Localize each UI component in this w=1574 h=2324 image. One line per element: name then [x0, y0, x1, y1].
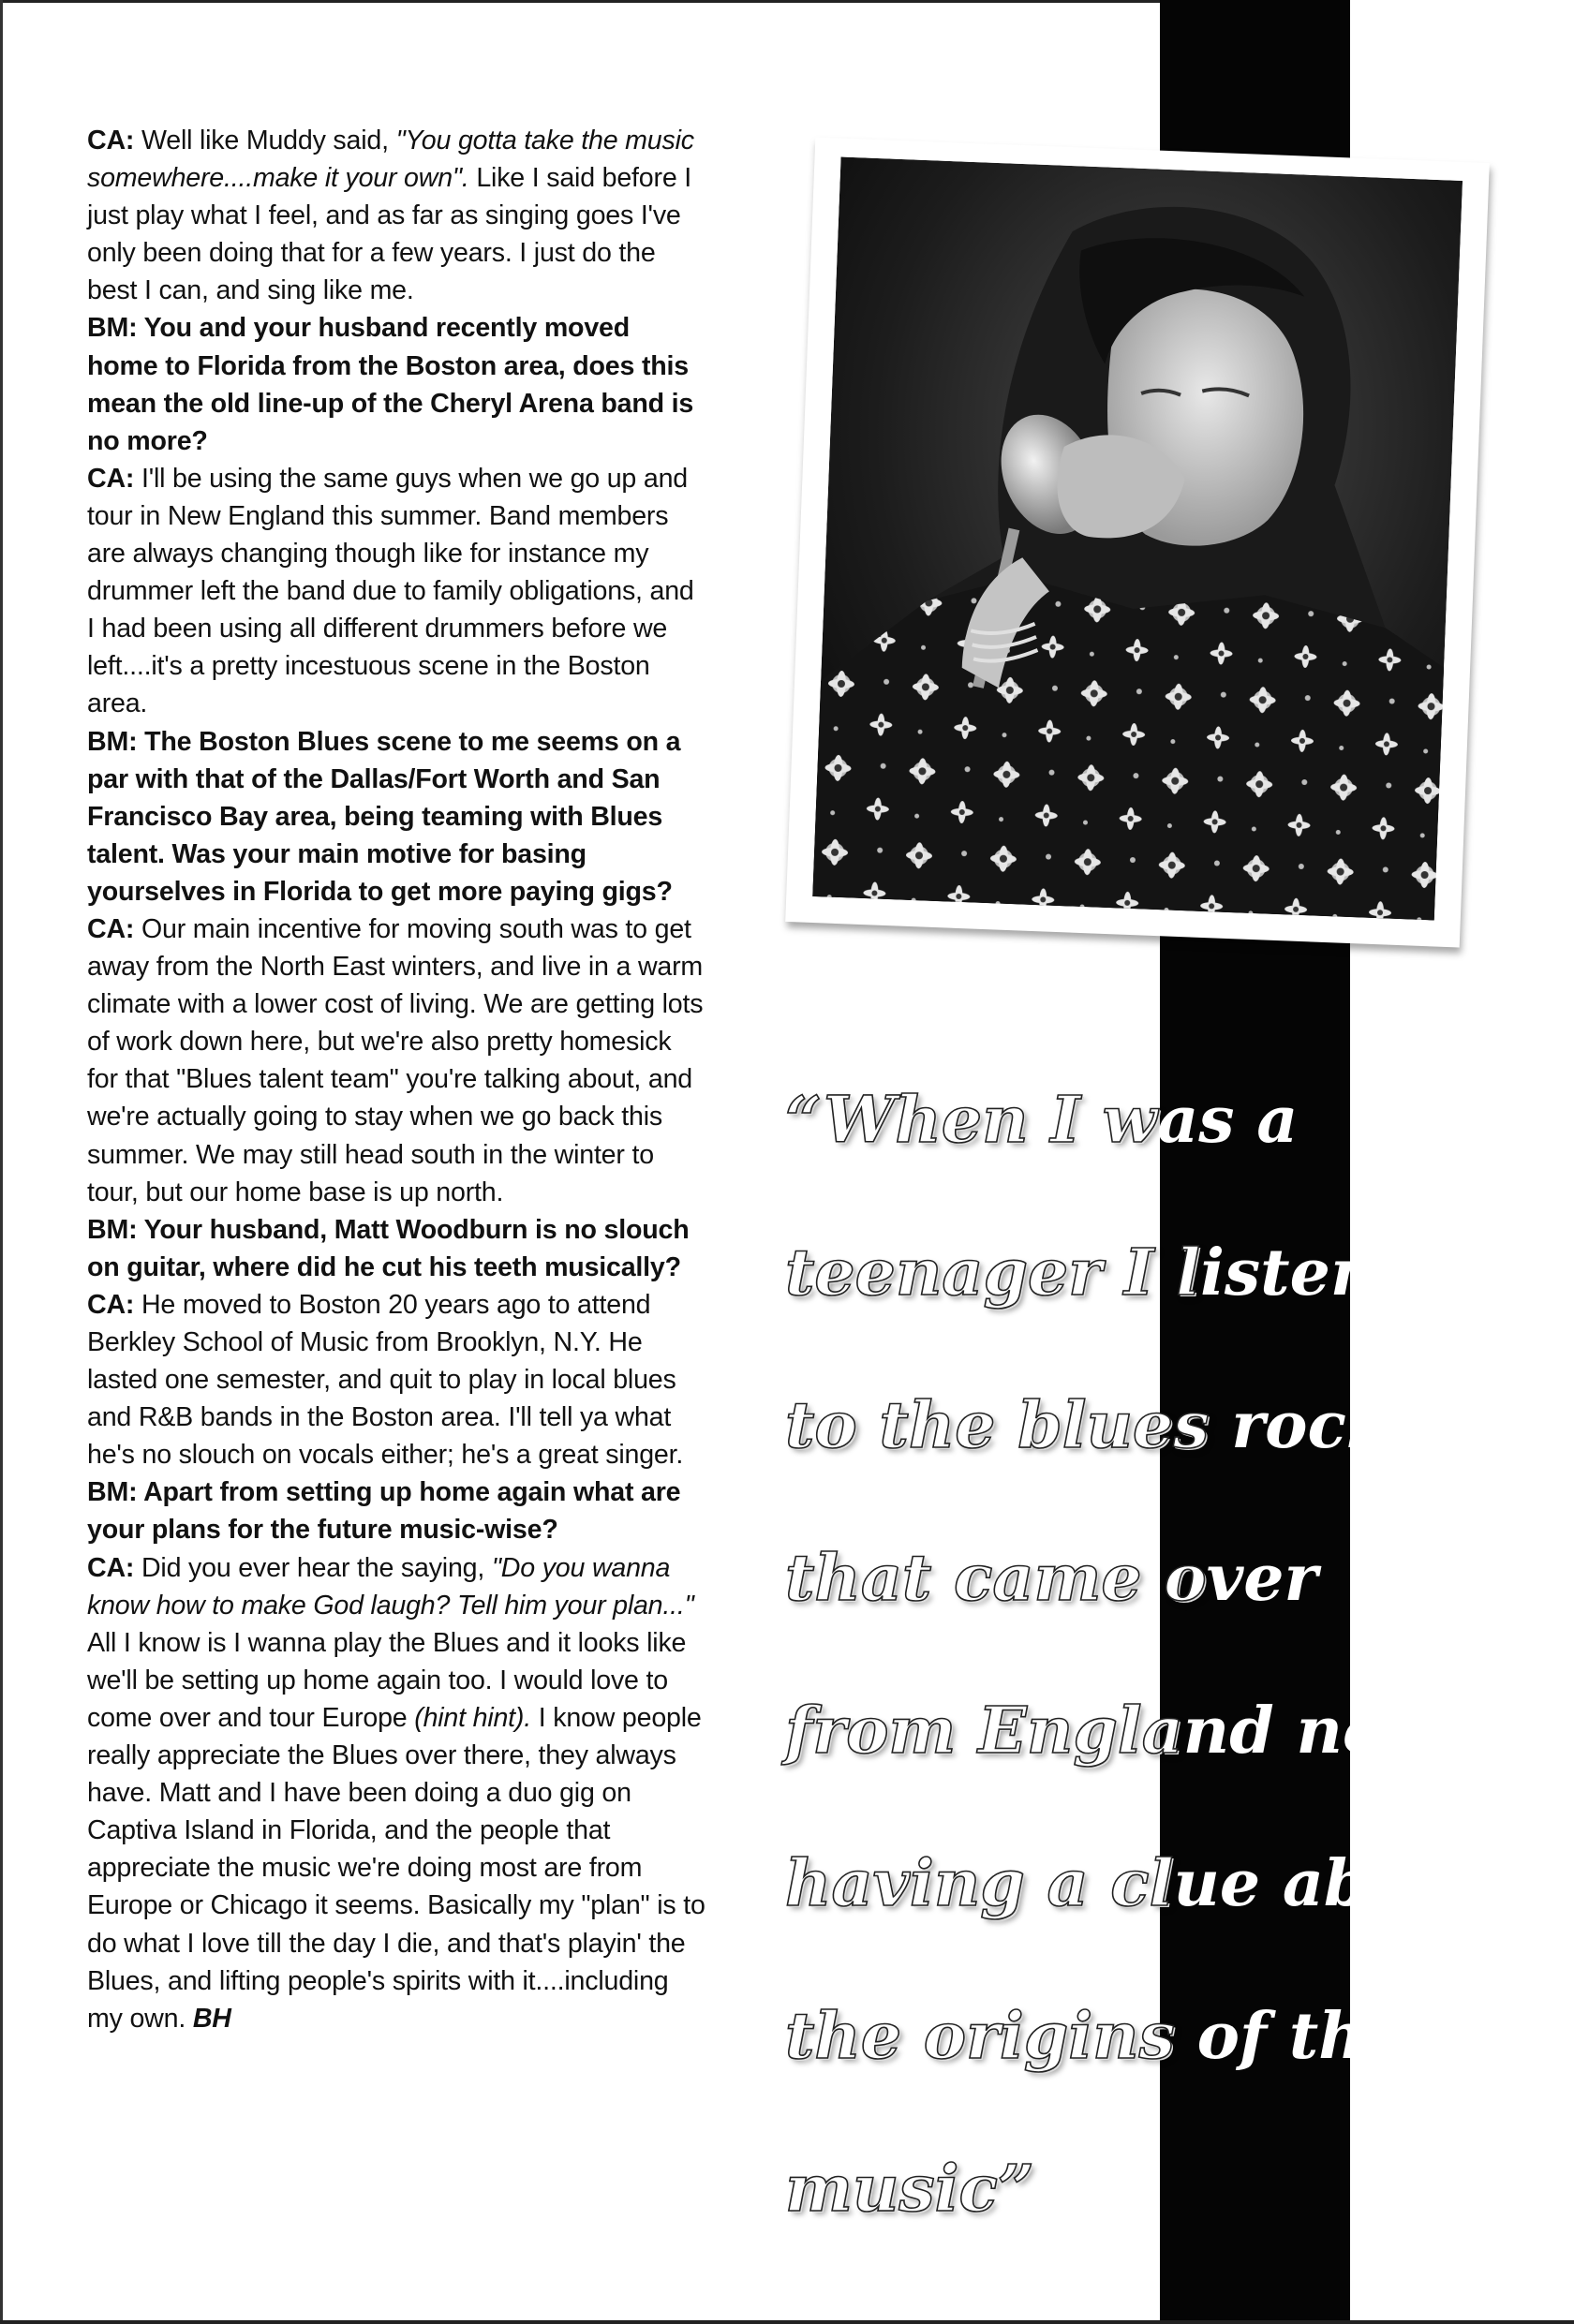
speaker-label: BM: [87, 313, 138, 344]
quote-text-on-band: istened [1200, 1236, 1463, 1310]
quote-line [785, 2113, 1441, 2266]
quote-line [785, 1350, 1501, 1502]
quote-line [785, 1044, 1441, 1197]
pull-quote [785, 1044, 1501, 2266]
quote-text-outline: that came o [785, 1541, 1207, 1616]
interview-answer [87, 1286, 705, 1473]
paragraph-text: I'll be using the same guys when we go up and tour in New England this summer. Band members are always changing though like for instance my drummer left the band due to family obligations, and I had been using all different drummers before we left....it's a pretty incestuous scene in the Boston area. [87, 463, 694, 719]
speaker-label: CA: [87, 463, 135, 494]
singer-photo [812, 157, 1463, 921]
paragraph-text: Our main incentive for moving south was to get away from the North East winters, and live in a warm climate with a lower cost of living. We are getting lots of work down here, but we're also pretty homesick for that "Blues talent team" you're talking about, and we're actually going to stay when we go back this summer. We may still head south in the winter to tour, but our home base is up north. [87, 913, 704, 1207]
paragraph-text: Well like Muddy said, [134, 126, 396, 155]
speaker-label: BM: [87, 1477, 138, 1508]
quote-line [785, 1197, 1463, 1350]
interview-question [87, 309, 705, 459]
page-border-left [0, 0, 3, 2324]
quote-text-on-band: as a [1157, 1083, 1299, 1158]
italic-text: (hint hint). [414, 1702, 531, 1733]
paragraph-text: I know people really appreciate the Blues over there, they always have. Matt and I have been doing a duo gig on Captiva Island in Florida, and the people that appreciate the music we're doing most are from Europe or Chicago it seems. Basically my "plan" is to do what I love till the day I die, and that's playin' the Blues, and lifting people's spirits with it....including my own. [87, 1702, 705, 2034]
quote-text-on-band: nd not [1182, 1694, 1415, 1769]
quote-text-outline: from Engla [785, 1694, 1183, 1769]
speaker-label: BM: [87, 726, 138, 757]
speaker-label: CA: [87, 126, 135, 155]
quote-text-on-band: ver [1206, 1541, 1318, 1616]
photo-frame [785, 137, 1490, 947]
quote-text-outline: music” [785, 2152, 1035, 2227]
page-border-top [0, 0, 1160, 3]
paragraph-text: He moved to Boston 20 years ago to attend Berkley School of Music from Brooklyn, N.Y. He lasted one semester, and quit to play in local blues and R&B bands in the Boston area. I'll tell ya what he's no slouch on vocals either; he's a great singer. [87, 1289, 684, 1471]
speaker-label: CA: [87, 1289, 135, 1320]
speaker-label: CA: [87, 1552, 135, 1583]
paragraph-text: Your husband, Matt Woodburn is no slouch on guitar, where did he cut his teeth musically? [87, 1214, 690, 1282]
paragraph-text: Like I said before I just play what I feel, and as far as singing goes I've only been doing that for a few years. I just do the best I can, and sing like me. [87, 163, 692, 306]
quote-text-on-band: rockers [1209, 1388, 1501, 1463]
quote-line [785, 1961, 1441, 2113]
interview-question [87, 1211, 705, 1286]
quote-text-outline: teenager I l [785, 1236, 1201, 1310]
speaker-label: CA: [87, 913, 135, 944]
quote-text-outline: to the blues [785, 1388, 1210, 1463]
interview-answer [87, 122, 705, 309]
interview-answer [87, 1549, 705, 2037]
speaker-label: BM: [87, 1214, 138, 1245]
italic-text: "You gotta take the music somewhere....make it your own". [87, 126, 694, 194]
quote-text-outline: having a cl [785, 1846, 1174, 1921]
quote-text-on-band: ue about [1173, 1846, 1487, 1921]
paragraph-text: The Boston Blues scene to me seems on a par with that of the Dallas/Fort Worth and San Francisco Bay area, being teaming with Blues talent. Was your main motive for basing yourselves in Florida to get more paying gigs? [87, 726, 681, 907]
interview-article [87, 122, 705, 2037]
paragraph-text: You and your husband recently moved home to Florida from the Boston area, does this mean the old line-up of the Cheryl Arena band is no more? [87, 313, 694, 456]
interview-question [87, 723, 705, 910]
italic-text: "Do you wanna know how to make God laugh? Tell him your plan..." [87, 1552, 694, 1621]
interview-question [87, 1473, 705, 1548]
paragraph-text: Apart from setting up home again what are your plans for the future music-wise? [87, 1477, 681, 1546]
paragraph-text: All I know is I wanna play the Blues and it looks like we'll be setting up home again too. I would love to come over and tour Europe [87, 1627, 687, 1733]
interview-answer [87, 460, 705, 723]
quote-text-outline: the origins [785, 1999, 1197, 2074]
quote-line [785, 1655, 1441, 1808]
quote-line [785, 1808, 1487, 1961]
page-border-bottom [0, 2320, 1574, 2324]
interview-answer [87, 910, 705, 1211]
paragraph-text: Did you ever hear the saying, [134, 1552, 492, 1583]
quote-text-outline: “When I w [785, 1083, 1158, 1158]
quote-text-on-band: of the [1196, 1999, 1405, 2074]
quote-line [785, 1502, 1441, 1655]
italic-text: BH [192, 2003, 231, 2034]
